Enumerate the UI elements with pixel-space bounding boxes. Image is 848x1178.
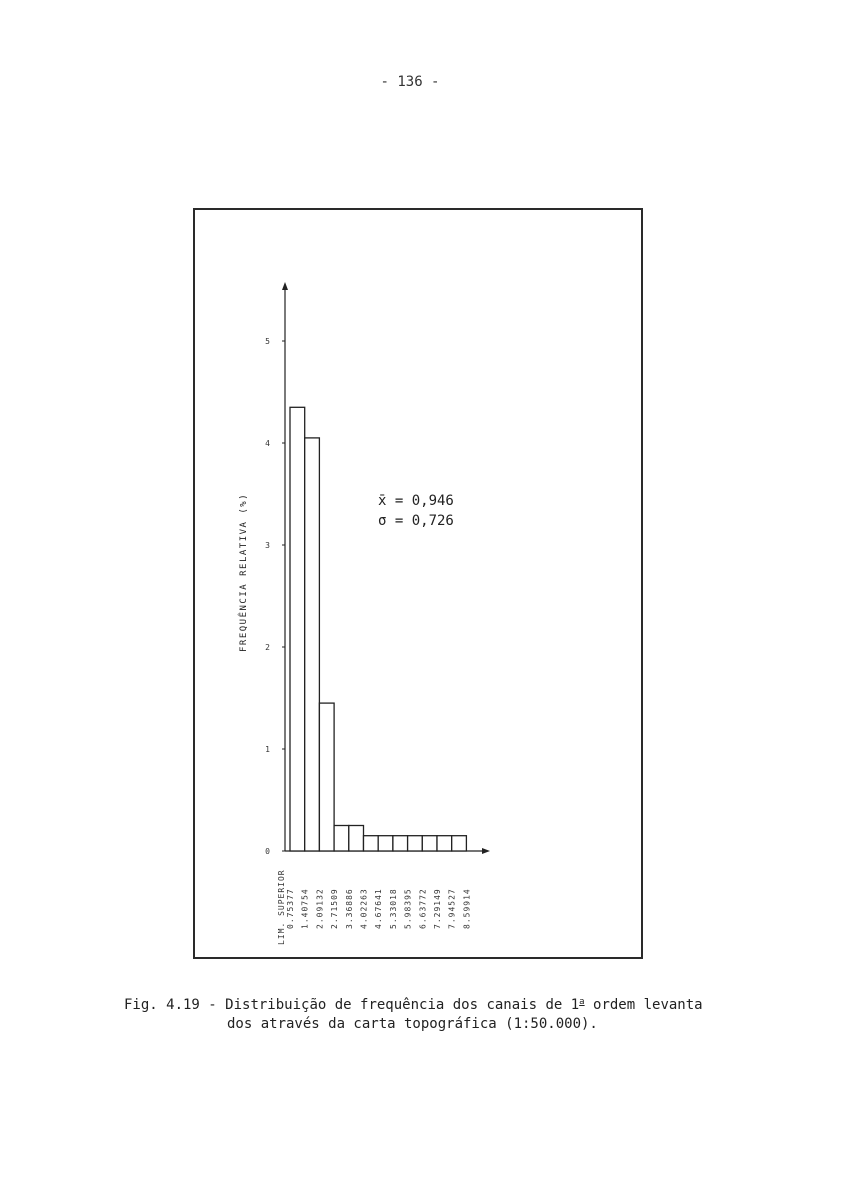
y-tick-label: 1 xyxy=(265,745,270,754)
x-tick-label: 1.40754 xyxy=(300,888,310,929)
caption-line2: dos através da carta topográfica (1:50.000). xyxy=(227,1016,598,1032)
histogram-bar xyxy=(349,826,364,852)
histogram-bar xyxy=(378,836,393,851)
caption-ordinal: a xyxy=(579,997,585,1007)
caption-label: Fig. 4.19 - xyxy=(124,997,217,1013)
y-axis-arrow xyxy=(282,282,288,290)
x-tick-label: 4.02263 xyxy=(359,888,369,929)
y-tick-label: 2 xyxy=(265,643,270,652)
y-ticks xyxy=(265,337,285,856)
x-tick-label: 3.36886 xyxy=(344,888,354,929)
x-tick-labels xyxy=(277,869,471,945)
x-tick-label: 7.29149 xyxy=(433,888,442,929)
x-tick-label: 4.67641 xyxy=(374,888,384,929)
histogram-bar xyxy=(290,407,305,851)
histogram-bar xyxy=(364,836,379,851)
histogram-bar xyxy=(437,836,452,851)
histogram-bar xyxy=(393,836,408,851)
caption-line1-tail: ordem levanta xyxy=(584,997,703,1013)
histogram-bar xyxy=(334,826,349,852)
caption-line1-text: Distribuição de frequência dos canais de 1 xyxy=(225,997,580,1013)
y-tick-label: 0 xyxy=(265,847,270,856)
x-tick-label: 6.63772 xyxy=(418,888,428,929)
histogram-bar xyxy=(319,703,334,851)
bars xyxy=(290,407,466,851)
x-tick-label: 7.94527 xyxy=(447,888,457,929)
y-tick-label: 5 xyxy=(265,337,270,346)
histogram-bar xyxy=(452,836,467,851)
mean-annotation: x̄ = 0,946 xyxy=(378,493,454,509)
x-tick-label: 8.59914 xyxy=(462,888,472,929)
sigma-annotation: σ = 0,726 xyxy=(378,513,454,529)
y-tick-label: 3 xyxy=(265,541,270,550)
x-axis-title-label: LIM. SUPERIOR xyxy=(277,869,286,945)
x-tick-label: 2.09132 xyxy=(315,888,325,929)
page-number: - 136 - xyxy=(380,74,440,90)
x-tick-label: 2.71509 xyxy=(330,888,340,929)
histogram-bar xyxy=(408,836,423,851)
x-tick-label: 0.75377 xyxy=(286,888,295,929)
histogram-bar xyxy=(422,836,437,851)
y-tick-label: 4 xyxy=(265,439,270,448)
histogram-bar xyxy=(305,438,320,851)
x-tick-label: 5.33018 xyxy=(388,888,398,929)
x-tick-label: 5.98395 xyxy=(403,888,413,929)
figure-caption xyxy=(124,993,744,1034)
y-axis-label: FREQUÊNCIA RELATIVA (%) xyxy=(239,492,249,652)
x-axis-arrow xyxy=(482,848,490,854)
